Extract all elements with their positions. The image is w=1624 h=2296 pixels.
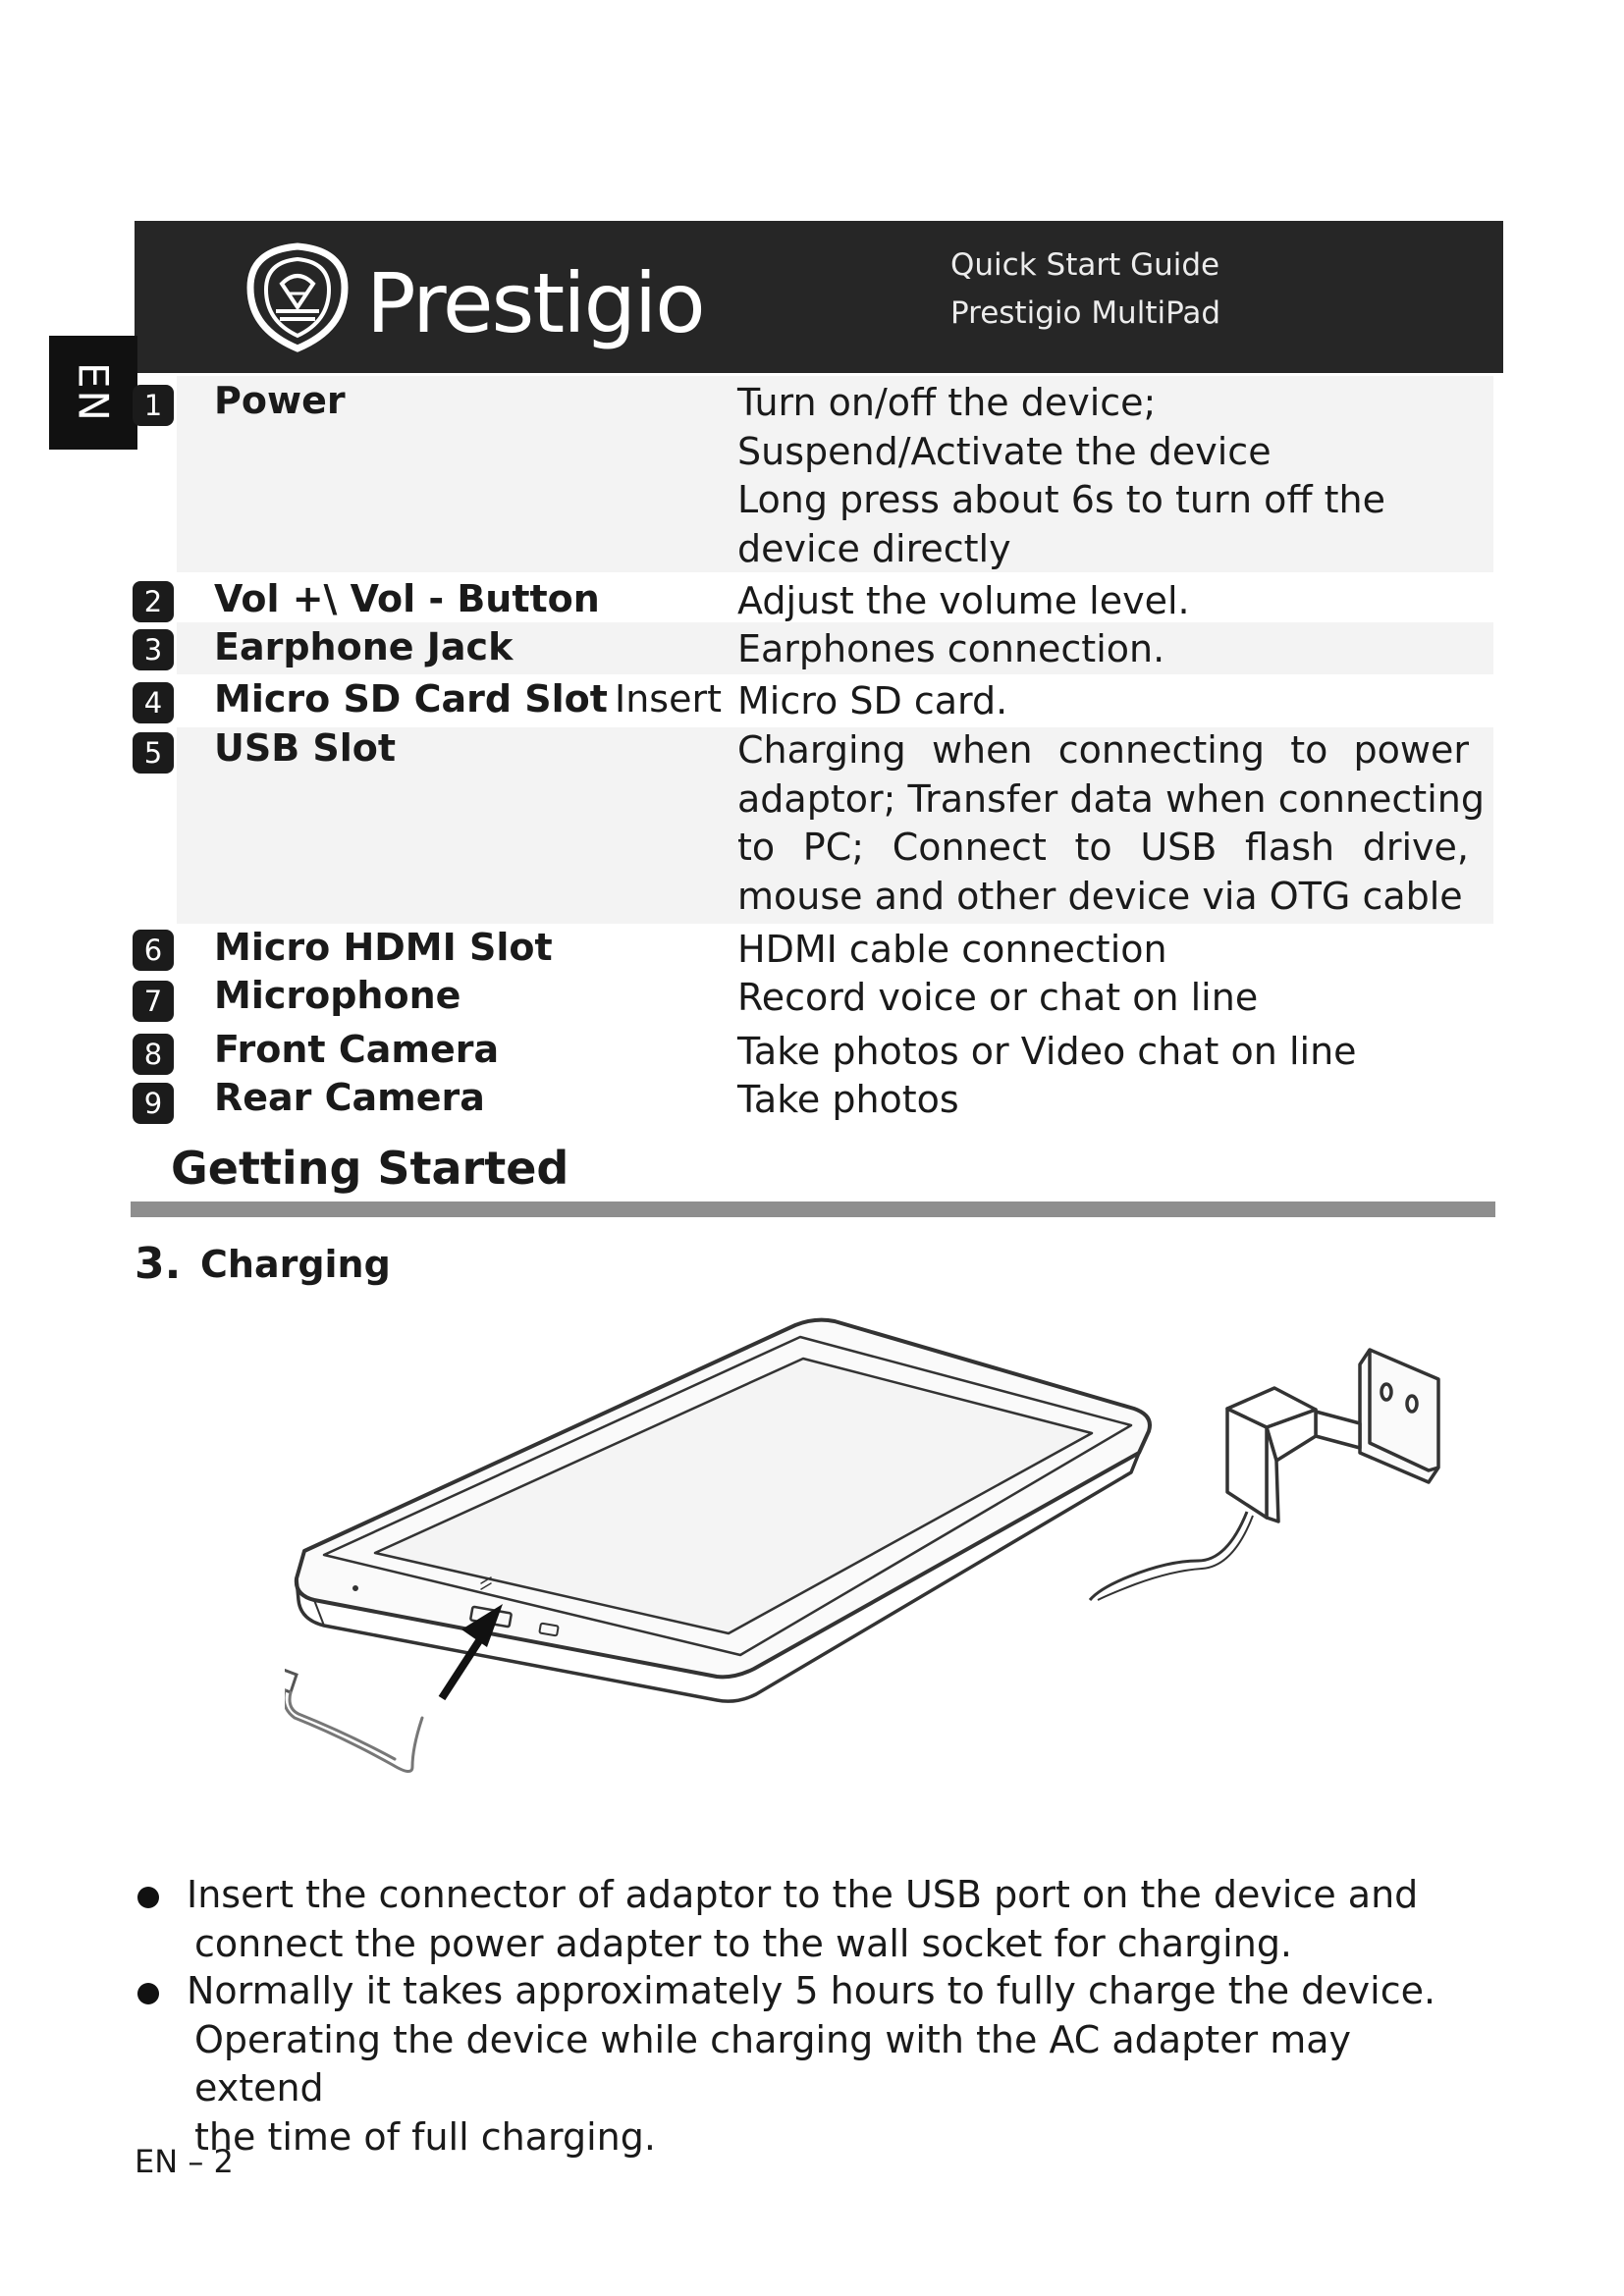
item-desc: Adjust the volume level. (737, 579, 1190, 622)
item-term-rear-camera: Rear Camera (214, 1076, 485, 1119)
bullet-dot (137, 1983, 159, 2004)
item-term-volume: Vol +\ Vol - Button (214, 577, 600, 620)
item-desc: HDMI cable connection (737, 928, 1167, 971)
item-number: 2 (133, 581, 174, 622)
item-number: 8 (133, 1034, 174, 1075)
item-number: 7 (133, 981, 174, 1022)
wall-plug-icon (1090, 1350, 1438, 1600)
item-desc: Record voice or chat on line (737, 976, 1259, 1019)
item-number: 4 (133, 682, 174, 723)
item-desc: Take photos or Video chat on line (737, 1030, 1357, 1073)
svg-text:Prestigio: Prestigio (366, 255, 704, 351)
item-desc: Turn on/off the device; Suspend/Activate the device Long press about 6s to turn off the device directly (737, 381, 1385, 570)
item-term-power: Power (214, 379, 346, 422)
item-term-microphone: Microphone (214, 974, 461, 1017)
header-guide-title: Quick Start Guide (950, 247, 1220, 283)
item-desc: Take photos (737, 1078, 959, 1121)
tablet-icon (297, 1320, 1150, 1701)
language-tab: EN (49, 336, 137, 450)
item-term-hdmi: Micro HDMI Slot (214, 926, 553, 969)
subsection-number: 3. (135, 1239, 182, 1289)
header-product-name: Prestigio MultiPad (950, 295, 1221, 331)
section-title: Getting Started (171, 1142, 569, 1195)
page-number: EN – 2 (135, 2143, 234, 2180)
item-number: 6 (133, 930, 174, 971)
usb-cable-icon (285, 1669, 422, 1772)
item-desc: Micro SD card. (737, 679, 1008, 722)
bullet-dot (137, 1887, 159, 1908)
subsection-title: Charging (200, 1243, 391, 1286)
bullet-text: Normally it takes approximately 5 hours to fully charge the device. Operating the device while charging with the AC adapter may extend the time of full charging. (187, 1969, 1436, 2159)
charging-illustration (285, 1306, 1463, 1836)
item-number: 5 (133, 732, 174, 774)
item-number: 3 (133, 629, 174, 670)
item-term-front-camera: Front Camera (214, 1028, 500, 1071)
crest-icon (250, 246, 345, 348)
item-desc-prefix: Insert (615, 677, 722, 721)
section-divider (131, 1201, 1495, 1217)
item-term-usb: USB Slot (214, 726, 397, 770)
bullet-text: Insert the connector of adaptor to the USB port on the device and connect the power adapter to the wall socket for charging. (187, 1873, 1419, 1965)
prestigio-logo (241, 239, 731, 354)
item-number: 1 (133, 385, 174, 426)
item-number: 9 (133, 1083, 174, 1124)
item-term-earphone: Earphone Jack (214, 625, 514, 668)
item-term-microsd: Micro SD Card Slot (214, 677, 608, 721)
item-desc: Earphones connection. (737, 627, 1165, 670)
item-desc: Charging when connecting to power adaptor; Transfer data when connecting to PC; Connect to USB flash drive, mouse and other device via OTG cable (737, 728, 1485, 918)
